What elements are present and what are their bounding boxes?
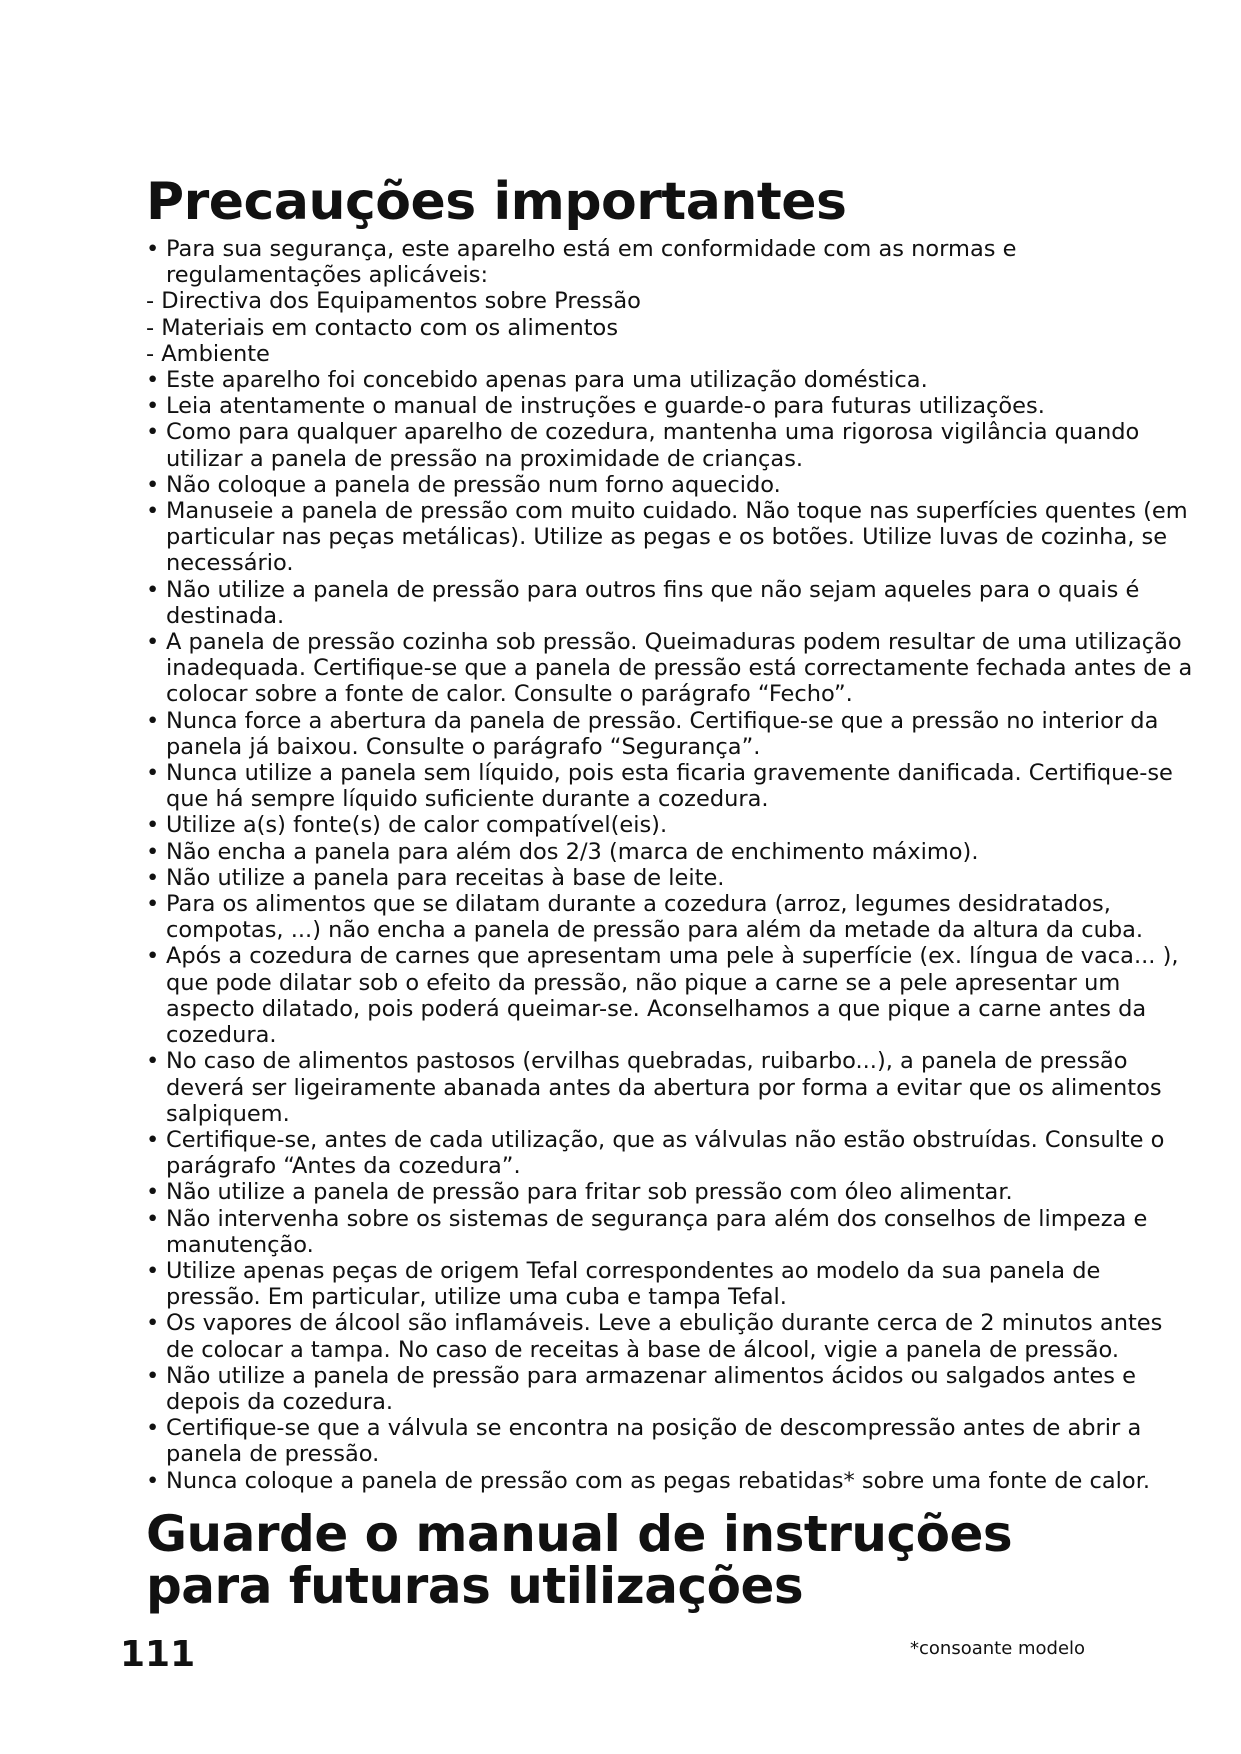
bullet-icon: •: [146, 1179, 160, 1206]
list-item: [146, 839, 1196, 865]
list-item: [146, 629, 1196, 708]
list-item: [146, 760, 1196, 812]
list-item: [146, 236, 1196, 288]
page-number: 111: [120, 1634, 196, 1675]
list-item-text: Para os alimentos que se dilatam durante a cozedura (arroz, legumes desidratados, compotas, ...) não encha a panela de pressão para além da metade da altura da cuba.: [166, 891, 1144, 944]
bullet-icon: •: [146, 236, 160, 262]
list-item: [146, 891, 1196, 943]
bullet-icon: •: [146, 1310, 160, 1337]
bullet-icon: •: [146, 943, 160, 970]
list-item: [146, 1206, 1196, 1258]
bullet-icon: •: [146, 707, 160, 734]
list-item: [146, 577, 1196, 629]
list-item-text: Nunca coloque a panela de pressão com as pegas rebatidas* sobre uma fonte de calor.: [166, 1467, 1151, 1494]
directive-item: - Materiais em contacto com os alimentos: [146, 314, 619, 341]
bullet-icon: •: [146, 576, 160, 603]
bullet-icon: •: [146, 498, 160, 525]
list-item-text: Não utilize a panela de pressão para fritar sob pressão com óleo alimentar.: [166, 1179, 1013, 1206]
list-item: [146, 1415, 1196, 1467]
list-item-text: Este aparelho foi concebido apenas para uma utilização doméstica.: [166, 367, 928, 394]
bullet-icon: •: [146, 812, 160, 839]
list-item: [146, 472, 1196, 498]
bullet-icon: •: [146, 1048, 160, 1075]
bullet-icon: •: [146, 393, 160, 420]
list-item-text: Utilize a(s) fonte(s) de calor compatível(eis).: [166, 812, 668, 839]
list-item-text: Não coloque a panela de pressão num forno aquecido.: [166, 471, 781, 498]
bullet-icon: •: [146, 471, 160, 498]
list-item-text: Certifique-se, antes de cada utilização, que as válvulas não estão obstruídas. Consulte o parágrafo “Antes da cozedura”.: [166, 1126, 1165, 1180]
list-item: [146, 419, 1196, 471]
list-item-text: Como para qualquer aparelho de cozedura, mantenha uma rigorosa vigilância quando utilizar a panela de pressão na proximidade de crianças.: [166, 419, 1140, 472]
list-item-text: Certifique-se que a válvula se encontra na posição de descompressão antes de abrir a panela de pressão.: [166, 1415, 1142, 1468]
bullet-icon: •: [146, 838, 160, 865]
list-item-text: Leia atentamente o manual de instruções e guarde-o para futuras utilizações.: [166, 393, 1045, 420]
list-item-text: Não utilize a panela para receitas à base de leite.: [166, 864, 725, 891]
list-item: [146, 1048, 1196, 1127]
list-item-text: Nunca utilize a panela sem líquido, pois esta ficaria gravemente danificada. Certifique-se que há sempre líquido suficiente durante a cozedura.: [166, 760, 1173, 813]
list-item: [146, 812, 1196, 838]
list-item-text: Não intervenha sobre os sistemas de segurança para além dos conselhos de limpeza e manutenção.: [166, 1205, 1148, 1258]
closing-heading: Guarde o manual de instruções para futuras utilizações: [146, 1505, 1013, 1615]
list-item: [146, 1258, 1196, 1310]
footnote: *consoante modelo: [910, 1638, 1086, 1659]
bullet-icon: •: [146, 367, 160, 394]
bullet-icon: •: [146, 760, 160, 787]
list-item: [146, 1179, 1196, 1205]
list-item: [146, 708, 1196, 760]
list-item-text: A panela de pressão cozinha sob pressão. Queimaduras podem resultar de uma utilização inadequada. Certifique-se que a panela de pressão está correctamente fechada antes de a colocar sobre a fonte de calor. Consulte o parágrafo “Fecho”.: [166, 629, 1193, 708]
bullet-icon: •: [146, 1362, 160, 1389]
list-item: [146, 1468, 1196, 1494]
list-item-text: Utilize apenas peças de origem Tefal correspondentes ao modelo da sua panela de pressão. Em particular, utilize uma cuba e tampa Tefal.: [166, 1257, 1101, 1311]
list-item: [146, 498, 1196, 577]
bullet-icon: •: [146, 419, 160, 446]
list-item: [146, 865, 1196, 891]
directive-item: - Ambiente: [146, 340, 270, 367]
bullet-icon: •: [146, 891, 160, 918]
list-item-text: Nunca force a abertura da panela de pressão. Certifique-se que a pressão no interior da panela já baixou. Consulte o parágrafo “Segurança”.: [166, 707, 1159, 760]
bullet-icon: •: [146, 1126, 160, 1153]
bullet-icon: •: [146, 864, 160, 891]
list-item-text: Não encha a panela para além dos 2/3 (marca de enchimento máximo).: [166, 838, 979, 865]
bullet-icon: •: [146, 629, 160, 656]
list-item-text: Não utilize a panela de pressão para outros fins que não sejam aqueles para o quais é destinada.: [166, 576, 1140, 629]
list-item-text: Os vapores de álcool são inflamáveis. Leve a ebulição durante cerca de 2 minutos antes de colocar a tampa. No caso de receitas à base de álcool, vigie a panela de pressão.: [166, 1310, 1163, 1363]
page-title: Precauções importantes: [146, 172, 847, 232]
bullet-icon: •: [146, 1257, 160, 1284]
directive-item: - Directiva dos Equipamentos sobre Pressão: [146, 288, 641, 315]
list-item-text: Manuseie a panela de pressão com muito cuidado. Não toque nas superfícies quentes (em particular nas peças metálicas). Utilize as pegas e os botões. Utilize luvas de cozinha, se necessário.: [166, 498, 1188, 577]
list-item: [146, 1310, 1196, 1362]
list-item-text: No caso de alimentos pastosos (ervilhas quebradas, ruibarbo...), a panela de pressão deverá ser ligeiramente abanada antes da abertura por forma a evitar que os alimentos salpiquem.: [166, 1048, 1162, 1127]
list-item: [146, 1127, 1196, 1179]
list-item: [146, 943, 1196, 1048]
list-item-text: Não utilize a panela de pressão para armazenar alimentos ácidos ou salgados antes e depois da cozedura.: [166, 1362, 1136, 1415]
bullet-icon: •: [146, 1415, 160, 1442]
bullet-icon: •: [146, 1467, 160, 1494]
bullet-icon: •: [146, 1205, 160, 1232]
list-item: [146, 393, 1196, 419]
list-item: [146, 1363, 1196, 1415]
list-item-text: Após a cozedura de carnes que apresentam uma pele à superfície (ex. língua de vaca... ), que pode dilatar sob o efeito da pressão, não pique a carne se a pele apresentar um aspecto dilatado, pois poderá queimar-se. Aconselhamos a que pique a carne antes da cozedura.: [166, 943, 1179, 1049]
list-item-text: Para sua segurança, este aparelho está em conformidade com as normas e regulamentações aplicáveis:: [166, 236, 1017, 289]
precautions-list: [146, 236, 1196, 1494]
list-item: [146, 367, 1196, 393]
